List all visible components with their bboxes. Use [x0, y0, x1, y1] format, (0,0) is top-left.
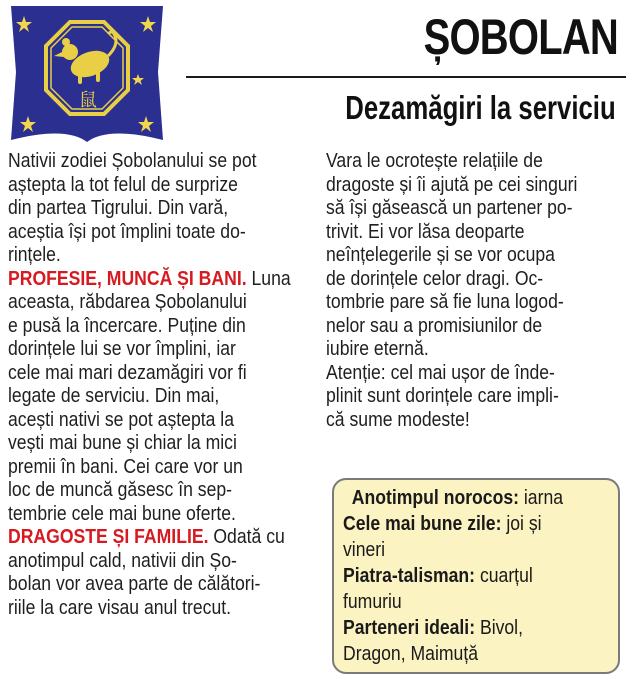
- days-value: joi și: [506, 513, 542, 535]
- intro-paragraph: Nativii zodiei Șobolanului se pot aștepta la tot felul de surprize din partea Tigrului. Din vară, aceștia își pot împlini toate do- rințele.: [8, 150, 257, 266]
- partners-value: Bivol,: [479, 617, 523, 639]
- section-profesie: PROFESIE, MUNCĂ ȘI BANI. Luna aceasta, răbdarea Șobolanului e pusă la încercare. Puține din dorințele lui se vor împlini, iar cele mai mari dezamăgiri vor fi legate de serviciu. Din mai, acești nativi se pot aștepta la vești mai bune și chiar la mici premii în bani. Cei care vor un loc de muncă găsesc în sep- tembrie cele mai bune oferte.: [8, 267, 291, 525]
- season-label: Anotimpul norocos:: [351, 487, 519, 509]
- subtitle: Dezamăgiri la serviciu: [345, 89, 616, 126]
- left-column: [8, 150, 312, 620]
- section-heading-profesie: PROFESIE, MUNCĂ ȘI BANI.: [8, 267, 247, 290]
- stone-label: Piatra-talisman:: [343, 565, 476, 587]
- right-paragraph: Vara le ocrotește relațiile de dragoste și îi ajută pe cei singuri să își găsească un partener po- trivit. Ei vor lăsa deoparte neînțelegerile și se vor ocupa de dorințele celor dragi. Oc- tombrie pare să fie luna logod- nelor sau a promisiunilor de iubire eternă. Atenție: cel mai ușor de înde- plinit sunt dorințele care impli- că sume modeste!: [326, 150, 578, 431]
- page-title: ȘOBOLAN: [423, 9, 618, 65]
- section-heading-dragoste: DRAGOSTE ȘI FAMILIE.: [8, 526, 209, 548]
- season-value: iarna: [523, 487, 564, 509]
- info-box: Anotimpul norocos: iarna Cele mai bune zile: joi și vineri Piatra-talisman: cuarțul fumuriu Parteneri ideali: Bivol, Dragon, Maimuță: [332, 478, 620, 674]
- emblem-glyph: 鼠: [79, 90, 97, 111]
- right-column: [326, 150, 624, 432]
- stone-value: cuarțul: [479, 565, 533, 587]
- header-divider: [186, 76, 626, 78]
- zodiac-banner: [8, 4, 166, 144]
- partners-label: Parteneri ideali:: [343, 617, 476, 639]
- days-label: Cele mai bune zile:: [343, 513, 502, 535]
- section-dragoste: DRAGOSTE ȘI FAMILIE. Odată cu anotimpul cald, nativii din Șo- bolan vor avea parte de călători- riile la care visau anul trecut.: [8, 526, 285, 619]
